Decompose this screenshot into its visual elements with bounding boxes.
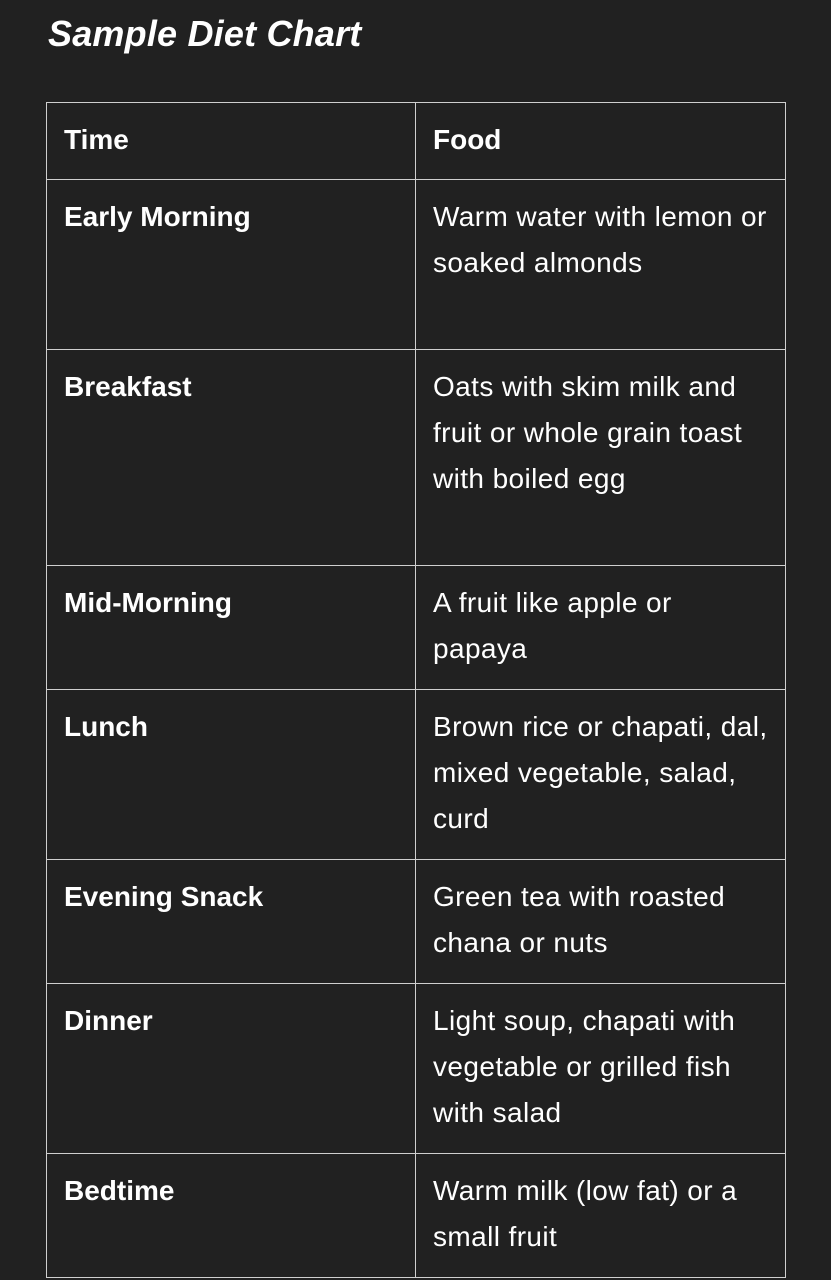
table-row [47,1154,786,1278]
time-cell: Mid-Morning [47,566,416,690]
food-cell: Green tea with roasted chana or nuts [416,860,786,984]
page-title: Sample Diet Chart [48,13,362,54]
food-cell: Warm water with lemon or soaked almonds [416,180,786,350]
table-row [47,860,786,984]
time-cell: Dinner [47,984,416,1154]
time-cell: Evening Snack [47,860,416,984]
food-cell: Light soup, chapati with vegetable or grilled fish with salad [416,984,786,1154]
diet-chart-table [46,102,786,1278]
time-cell: Bedtime [47,1154,416,1278]
time-cell: Breakfast [47,350,416,566]
time-cell: Early Morning [47,180,416,350]
food-cell: A fruit like apple or papaya [416,566,786,690]
food-cell: Warm milk (low fat) or a small fruit [416,1154,786,1278]
table-row [47,690,786,860]
time-cell: Lunch [47,690,416,860]
food-cell: Oats with skim milk and fruit or whole grain toast with boiled egg [416,350,786,566]
table-row [47,984,786,1154]
table-row [47,180,786,350]
table-row [47,350,786,566]
header-time: Time [47,103,416,180]
header-food: Food [416,103,786,180]
food-cell: Brown rice or chapati, dal, mixed vegetable, salad, curd [416,690,786,860]
table-row [47,566,786,690]
table-header-row [47,103,786,180]
